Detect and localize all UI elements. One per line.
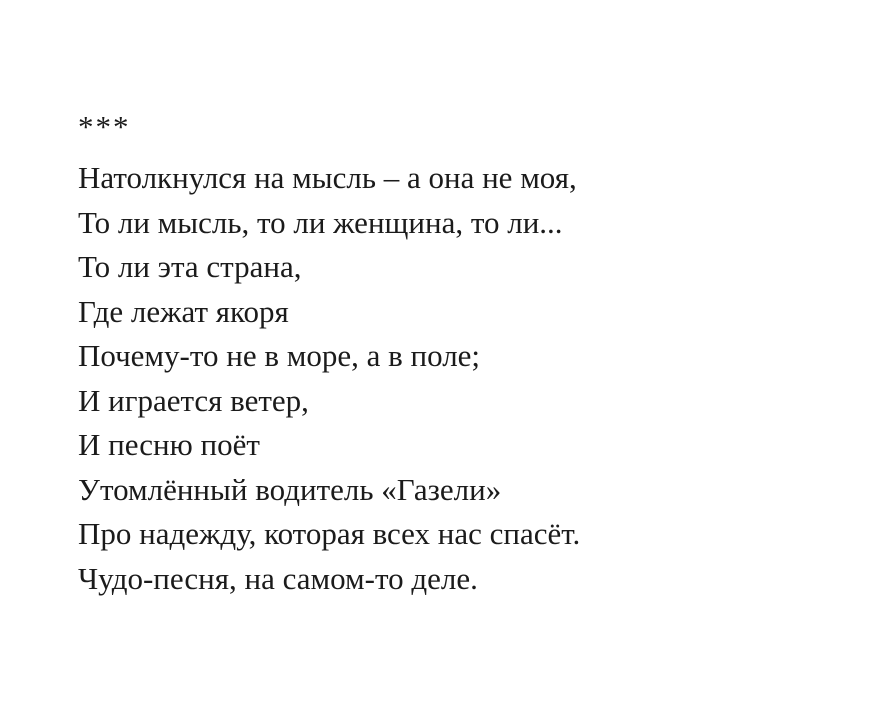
poem-separator-asterisks: *** (78, 109, 131, 144)
poem-line: Где лежат якоря (78, 293, 289, 329)
poem-line: То ли мысль, то ли женщина, то ли... (78, 204, 563, 240)
poem-line: Почему-то не в море, а в поле; (78, 338, 481, 373)
poem-line: Про надежду, которая всех нас спасёт. (78, 516, 581, 551)
poem-line: Чудо-песня, на самом-то деле. (78, 560, 478, 596)
poem-line: То ли эта страна, (78, 249, 302, 284)
poem-line: И песню поёт (78, 427, 260, 462)
poem-line: Утомлённый водитель «Газели» (78, 471, 502, 507)
poem-block (78, 109, 838, 601)
poem-line: И играется ветер, (78, 382, 309, 418)
poem-line: Натолкнулся на мысль – а она не моя, (78, 160, 577, 195)
